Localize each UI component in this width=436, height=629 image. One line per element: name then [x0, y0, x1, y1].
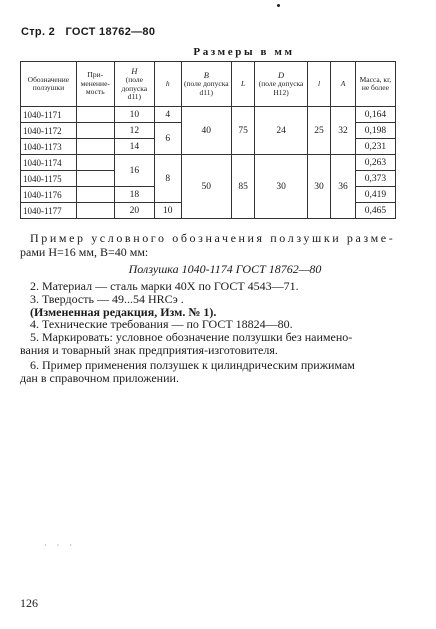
header-b-symbol: В	[203, 69, 209, 80]
table-header-row	[21, 62, 396, 107]
applicability-cell	[76, 107, 114, 123]
h-upper-cell: 18	[114, 187, 154, 203]
h-lower-cell: 4	[154, 107, 181, 123]
dimensions-table	[20, 61, 396, 219]
header-d-note: (поле допуска Н12)	[258, 79, 304, 97]
item-tech-requirements: 4. Технические требования — по ГОСТ 18824—80.	[30, 317, 293, 331]
designation-cell: 1040-1175	[21, 171, 77, 187]
mass-cell: 0,419	[355, 187, 395, 203]
header-l-upper: L	[231, 62, 254, 107]
mass-cell: 0,198	[355, 123, 395, 139]
header-designation: Обозначение ползушки	[21, 62, 77, 107]
header-applicability: Применениемость	[76, 62, 114, 107]
header-h-lower: h	[154, 62, 181, 107]
h-lower-cell: 6	[154, 123, 181, 155]
l-upper-cell: 85	[231, 155, 254, 219]
mass-cell: 0,465	[355, 203, 395, 219]
table-row	[21, 107, 396, 123]
designation-cell: 1040-1172	[21, 123, 77, 139]
designation-cell: 1040-1177	[21, 203, 77, 219]
h-lower-cell: 8	[154, 155, 181, 203]
item-application-line-2: дан в справочном приложении.	[20, 371, 179, 385]
l-upper-cell: 75	[231, 107, 254, 155]
applicability-cell	[76, 123, 114, 139]
l-lower-cell: 30	[307, 155, 330, 219]
applicability-cell	[76, 171, 114, 187]
print-specks: · · ·	[44, 541, 76, 550]
page-header	[21, 26, 162, 38]
table-caption: Размеры в мм	[193, 46, 295, 58]
item-application-line-1: 6. Пример применения ползушек к цилиндрическим прижимам	[30, 358, 355, 372]
header-h-upper-note: (поле допуска d11)	[121, 75, 148, 101]
table-row	[21, 155, 396, 171]
amendment-note: (Измененная редакция, Изм. № 1).	[30, 305, 217, 319]
b-cell: 50	[181, 155, 231, 219]
applicability-cell	[76, 187, 114, 203]
item-material: 2. Материал — сталь марки 40Х по ГОСТ 4543—71.	[30, 279, 299, 293]
b-cell: 40	[181, 107, 231, 155]
designation-cell: 1040-1176	[21, 187, 77, 203]
applicability-cell	[76, 203, 114, 219]
standard-number: ГОСТ 18762—80	[65, 26, 156, 38]
item-marking-line-1: 5. Маркировать: условное обозначение ползушки без наимено-	[30, 330, 353, 344]
h-lower-cell: 10	[154, 203, 181, 219]
header-mass: Масса, кг, не более	[355, 62, 395, 107]
h-upper-cell: 10	[114, 107, 154, 123]
print-speck	[277, 4, 280, 7]
page-label: Стр. 2	[21, 26, 56, 38]
item-marking-line-2: вания и товарный знак предприятия-изготовителя.	[20, 343, 278, 357]
example-designation: Ползушка 1040-1174 ГОСТ 18762—80	[128, 262, 322, 276]
h-upper-cell: 20	[114, 203, 154, 219]
a-cell: 36	[331, 155, 356, 219]
mass-cell: 0,164	[355, 107, 395, 123]
header-d	[255, 62, 307, 107]
designation-cell: 1040-1173	[21, 139, 77, 155]
item-hardness: 3. Твердость — 49...54 HRCэ .	[30, 292, 184, 306]
mass-cell: 0,231	[355, 139, 395, 155]
header-h-upper-symbol: Н	[131, 65, 138, 76]
example-line-1: Пример условного обозначения ползушки разме-	[30, 231, 396, 245]
h-upper-cell: 12	[114, 123, 154, 139]
example-line-2: рами Н=16 мм, В=40 мм:	[20, 245, 149, 259]
designation-cell: 1040-1171	[21, 107, 77, 123]
header-b-note: (поле допуска d11)	[183, 79, 229, 97]
a-cell: 32	[331, 107, 356, 155]
header-b	[181, 62, 231, 107]
h-upper-cell: 16	[114, 155, 154, 187]
d-cell: 24	[255, 107, 307, 155]
d-cell: 30	[255, 155, 307, 219]
mass-cell: 0,263	[355, 155, 395, 171]
header-l-lower: l	[307, 62, 330, 107]
header-a: А	[331, 62, 356, 107]
header-d-symbol: D	[278, 69, 285, 80]
page-number: 126	[20, 596, 38, 610]
h-upper-cell: 14	[114, 139, 154, 155]
applicability-cell	[76, 139, 114, 155]
l-lower-cell: 25	[307, 107, 330, 155]
designation-cell: 1040-1174	[21, 155, 77, 171]
header-h-upper	[114, 62, 154, 107]
applicability-cell	[76, 155, 114, 171]
mass-cell: 0,373	[355, 171, 395, 187]
